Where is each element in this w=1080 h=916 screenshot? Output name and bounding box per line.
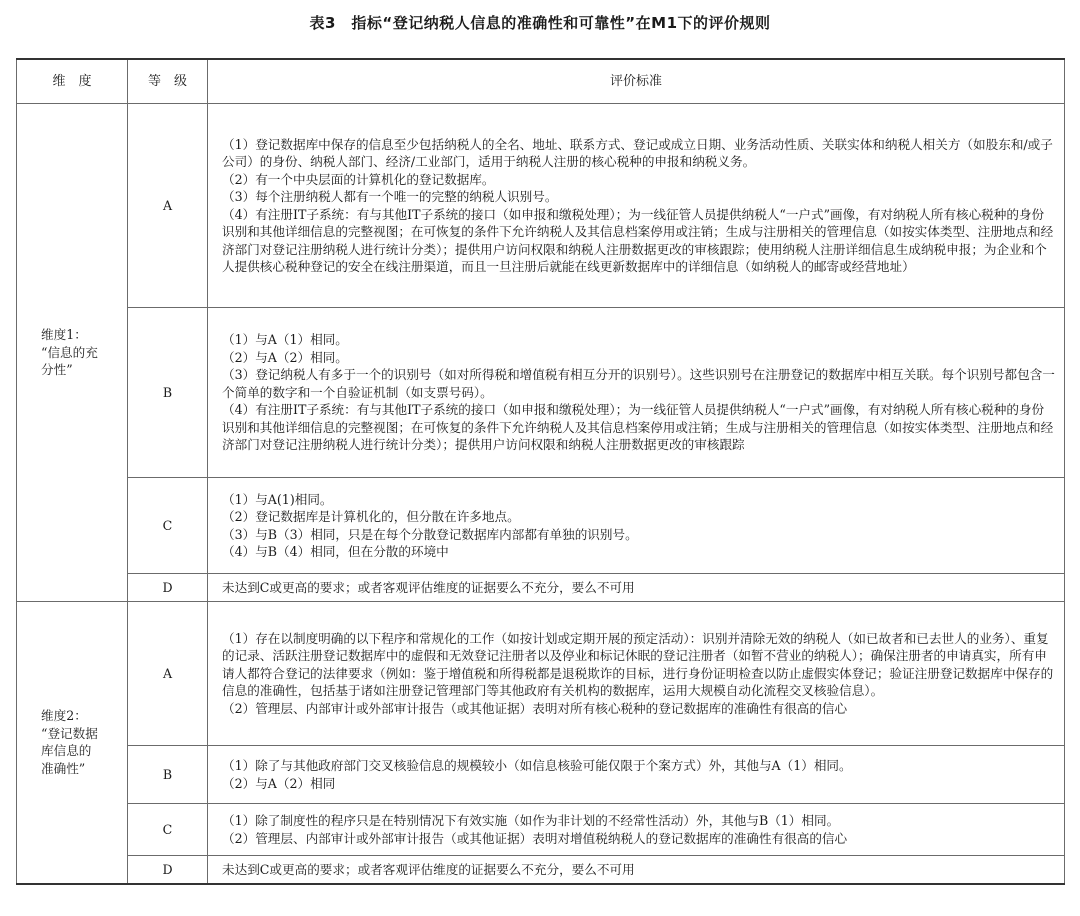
- criteria-line: （2）与A（2）相同: [222, 775, 336, 791]
- grade-cell: A: [128, 602, 208, 746]
- table-row: [17, 574, 1065, 602]
- criteria-line: （3）每个注册纳税人都有一个唯一的完整的纳税人识别号。: [222, 189, 558, 204]
- dimension-label-line: 维度2：: [41, 708, 87, 724]
- table-title: 表3 指标“登记纳税人信息的准确性和可靠性”在M1下的评价规则: [309, 14, 771, 32]
- evaluation-rules-table: [16, 58, 1065, 885]
- table-row: [17, 856, 1065, 884]
- criteria-line: （1）存在以制度明确的以下程序和常规化的工作（如按计划或定期开展的预定活动）：识别并清除无效的纳税人（如已故者和已去世人的业务）、重复的记录、活跃注册登记数据库中的虚假和无效登记注册者以及停业和标记休眠的登记注册者（如暂不营业的纳税人）；确保注册者的申请真实，所有申请人都符合登记的法律要求（例如：鉴于增值税和所得税都是退税欺诈的目标，进行身份证明检查以防止虚假实体登记；验证注册登记数据库中保存的信息的准确性，包括基于诸如注册登记管理部门等其他政府有关机构的数据库，运用大规模自动化流程交叉核验信息）。: [222, 630, 1054, 699]
- criteria-line: （2）与A（2）相同。: [222, 349, 348, 365]
- criteria-line: （3）与B（3）相同，只是在每个分散登记数据库内部都有单独的识别号。: [222, 526, 638, 542]
- criteria-line: 未达到C或更高的要求；或者客观评估维度的证据要么不充分，要么不可用: [222, 861, 635, 877]
- grade-cell: B: [128, 746, 208, 804]
- criteria-cell: [208, 478, 1065, 574]
- header-row: [17, 59, 1065, 104]
- criteria-cell: [208, 574, 1065, 602]
- criteria-line: （1）除了与其他政府部门交叉核验信息的规模较小（如信息核验可能仅限于个案方式）外，其他与A（1）相同。: [222, 758, 852, 773]
- criteria-cell: [208, 856, 1065, 884]
- dimension-1-label: [17, 104, 128, 602]
- grade-cell: C: [128, 478, 208, 574]
- header-dimension: 维 度: [17, 59, 128, 104]
- criteria-cell: [208, 804, 1065, 856]
- criteria-line: （3）登记纳税人有多于一个的识别号（如对所得税和增值税有相互分开的识别号）。这些识别号在注册登记的数据库中相互关联。每个识别号都包含一个简单的数字和一个自验证机制（如支票号码）。: [222, 367, 1055, 400]
- dimension-label-line: “登记数据: [41, 725, 98, 741]
- dimension-label-line: 准确性”: [41, 760, 86, 776]
- header-criteria: 评价标准: [208, 59, 1065, 104]
- criteria-line: （1）除了制度性的程序只是在特别情况下有效实施（如作为非计划的不经常性活动）外，其他与B（1）相同。: [222, 813, 840, 828]
- grade-cell: C: [128, 804, 208, 856]
- criteria-cell: [208, 308, 1065, 478]
- criteria-line: （4）有注册IT子系统：有与其他IT子系统的接口（如申报和缴税处理）；为一线征管人员提供纳税人“一户式”画像，有对纳税人所有核心税种的身份识别和其他详细信息的完整视图；在可恢复的条件下允许纳税人及其信息档案停用或注销；生成与注册相关的管理信息（如按实体类型、注册地点和经济部门对登记注册纳税人进行统计分类）；提供用户访问权限和纳税人注册数据更改的审核跟踪；使用纳税人注册详细信息生成纳税申报；为企业和个人提供核心税种登记的安全在线注册渠道，而且一旦注册后就能在线更新数据库中的详细信息（如纳税人的邮寄或经营地址）: [222, 206, 1054, 274]
- grade-cell: B: [128, 308, 208, 478]
- dimension-label-line: “信息的充: [41, 344, 98, 360]
- criteria-line: 未达到C或更高的要求；或者客观评估维度的证据要么不充分，要么不可用: [222, 579, 635, 595]
- criteria-line: （2）管理层、内部审计或外部审计报告（或其他证据）表明对增值税纳税人的登记数据库的准确性有很高的信心: [222, 830, 848, 846]
- grade-cell: D: [128, 856, 208, 884]
- criteria-cell: [208, 104, 1065, 308]
- dimension-2-label: [17, 602, 128, 884]
- criteria-line: （1）登记数据库中保存的信息至少包括纳税人的全名、地址、联系方式、登记或成立日期、业务活动性质、关联实体和纳税人相关方（如股东和/或子公司）的身份、纳税人部门、经济/工业部门，适用于纳税人注册的核心税种的申报和纳税义务。: [222, 136, 1053, 169]
- criteria-line: （2）管理层、内部审计或外部审计报告（或其他证据）表明对所有核心税种的登记数据库的准确性有很高的信心: [222, 700, 848, 716]
- dimension-label-line: 维度1：: [41, 327, 87, 343]
- criteria-line: （4）与B（4）相同，但在分散的环境中: [222, 544, 449, 559]
- criteria-line: （2）有一个中央层面的计算机化的登记数据库。: [222, 171, 495, 187]
- criteria-cell: [208, 746, 1065, 804]
- table-row: [17, 104, 1065, 308]
- table-row: [17, 308, 1065, 478]
- criteria-line: （2）登记数据库是计算机化的，但分散在许多地点。: [222, 509, 520, 524]
- grade-cell: A: [128, 104, 208, 308]
- table-row: [17, 602, 1065, 746]
- table-row: [17, 804, 1065, 856]
- grade-cell: D: [128, 574, 208, 602]
- table-row: [17, 478, 1065, 574]
- criteria-cell: [208, 602, 1065, 746]
- dimension-label-line: 库信息的: [41, 743, 92, 759]
- dimension-label-line: 分性”: [41, 362, 73, 378]
- header-grade: 等 级: [128, 59, 208, 104]
- criteria-line: （1）与A（1）相同。: [222, 332, 348, 348]
- criteria-line: （4）有注册IT子系统：有与其他IT子系统的接口（如申报和缴税处理）；为一线征管人员提供纳税人“一户式”画像，有对纳税人所有核心税种的身份识别和其他详细信息的完整视图；在可恢复的条件下允许纳税人及其信息档案停用或注销；生成与注册相关的管理信息（如按实体类型、注册地点和经济部门对登记注册纳税人进行统计分类）；提供用户访问权限和纳税人注册数据更改的审核跟踪: [222, 402, 1054, 453]
- criteria-line: （1）与A(1)相同。: [222, 491, 333, 507]
- table-row: [17, 746, 1065, 804]
